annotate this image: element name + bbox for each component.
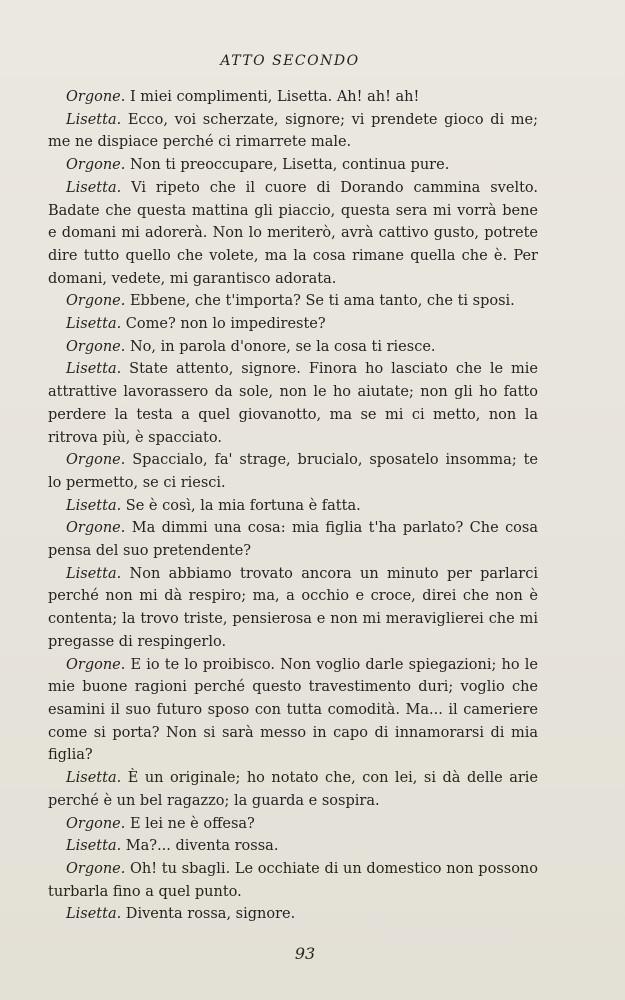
line-text: E io te lo proibisco. Non voglio darle spiegazioni; ho le mie buone ragioni perché questo travestimento duri; voglio che esamini il suo futuro sposo con tutta comodità. Ma... il cameriere come si porta? Non si sarà messo in capo di innamorarsi di mia figlia? [48, 656, 538, 764]
line-text: Ecco, voi scherzate, signore; vi prendete gioco di me; me ne dispiace perché ci rimarrete male. [48, 111, 538, 151]
speaker-name: Orgone. [66, 520, 126, 537]
speaker-name: Orgone. [66, 338, 126, 355]
page-number: 93 [294, 944, 316, 963]
dialogue-line [48, 449, 538, 494]
line-text: I miei complimenti, Lisetta. Ah! ah! ah! [125, 89, 420, 105]
running-header: ATTO SECONDO [220, 53, 360, 69]
speaker-name: Lisetta. [66, 770, 122, 787]
speaker-name: Orgone. [66, 656, 126, 673]
speaker-name: Lisetta. [66, 179, 122, 196]
dialogue-line [48, 767, 538, 812]
dialogue-line [48, 903, 538, 926]
dialogue-line [48, 835, 538, 858]
line-text: Oh! tu sbagli. Le occhiate di un domestico non possono turbarla fino a quel punto. [48, 860, 538, 900]
line-text: Vi ripeto che il cuore di Dorando cammina svelto. Badate che questa mattina gli piaccio, questa sera mi vorrà bene e domani mi adorerà. Non lo meriterò, avrà cattivo gusto, potrete dire tutto quello che volete, ma la cosa rimane quella che è. Per domani, vedete, mi garantisco adorata. [48, 179, 538, 287]
dialogue-line [48, 154, 538, 177]
dialogue-line [48, 563, 538, 654]
line-text: È un originale; ho notato che, con lei, si dà delle arie perché è un bel ragazzo; la guarda e sospira. [48, 770, 538, 809]
line-text: Come? non lo impedireste? [121, 316, 326, 333]
speaker-name: Orgone. [66, 815, 126, 832]
speaker-name: Lisetta. [66, 906, 122, 923]
line-text: Spaccialo, fa' strage, brucialo, sposatelo insomma; te lo permetto, se ci riesci. [48, 452, 538, 491]
line-text: Ma?... diventa rossa. [121, 838, 279, 855]
speaker-name: Orgone. [66, 452, 126, 469]
dialogue-line [48, 654, 538, 768]
line-text: Non abbiamo trovato ancora un minuto per parlarci perché non mi dà respiro; ma, a occhio e croce, direi che non è contenta; la trovo triste, pensierosa e non mi meraviglierei che mi pregasse di respingerlo. [48, 565, 538, 650]
dialogue-line [48, 109, 538, 154]
speaker-name: Lisetta. [66, 361, 122, 378]
line-text: Non ti preoccupare, Lisetta, continua pure. [125, 157, 450, 174]
dialogue-line [48, 858, 538, 903]
line-text: Ma dimmi una cosa: mia figlia t'ha parlato? Che cosa pensa del suo pretendente? [48, 520, 538, 560]
line-text: Diventa rossa, signore. [121, 906, 296, 923]
speaker-name: Orgone. [66, 89, 126, 105]
dialogue-line [48, 86, 538, 109]
speaker-name: Orgone. [66, 293, 126, 310]
speaker-name: Lisetta. [66, 316, 122, 333]
dialogue-line [48, 336, 538, 359]
speaker-name: Lisetta. [66, 497, 122, 514]
dialogue-line [48, 313, 538, 336]
dialogue-text [48, 86, 538, 926]
line-text: Se è così, la mia fortuna è fatta. [121, 497, 361, 514]
dialogue-line [48, 290, 538, 313]
dialogue-line [48, 813, 538, 836]
speaker-name: Lisetta. [66, 838, 122, 855]
speaker-name: Orgone. [66, 860, 126, 877]
line-text: E lei ne è offesa? [125, 815, 255, 832]
dialogue-line [48, 517, 538, 562]
line-text: Ebbene, che t'importa? Se ti ama tanto, che ti sposi. [125, 293, 515, 310]
dialogue-line [48, 177, 538, 291]
speaker-name: Lisetta. [66, 111, 122, 128]
dialogue-line [48, 495, 538, 518]
speaker-name: Orgone. [66, 157, 126, 174]
line-text: State attento, signore. Finora ho lasciato che le mie attrattive lavorassero da sole, non le ho aiutate; non gli ho fatto perdere la testa a quel giovanotto, ma se mi ci metto, non la ritrova più, è spacciato. [48, 361, 538, 446]
dialogue-line [48, 358, 538, 449]
speaker-name: Lisetta. [66, 565, 122, 582]
line-text: No, in parola d'onore, se la cosa ti riesce. [125, 338, 436, 355]
